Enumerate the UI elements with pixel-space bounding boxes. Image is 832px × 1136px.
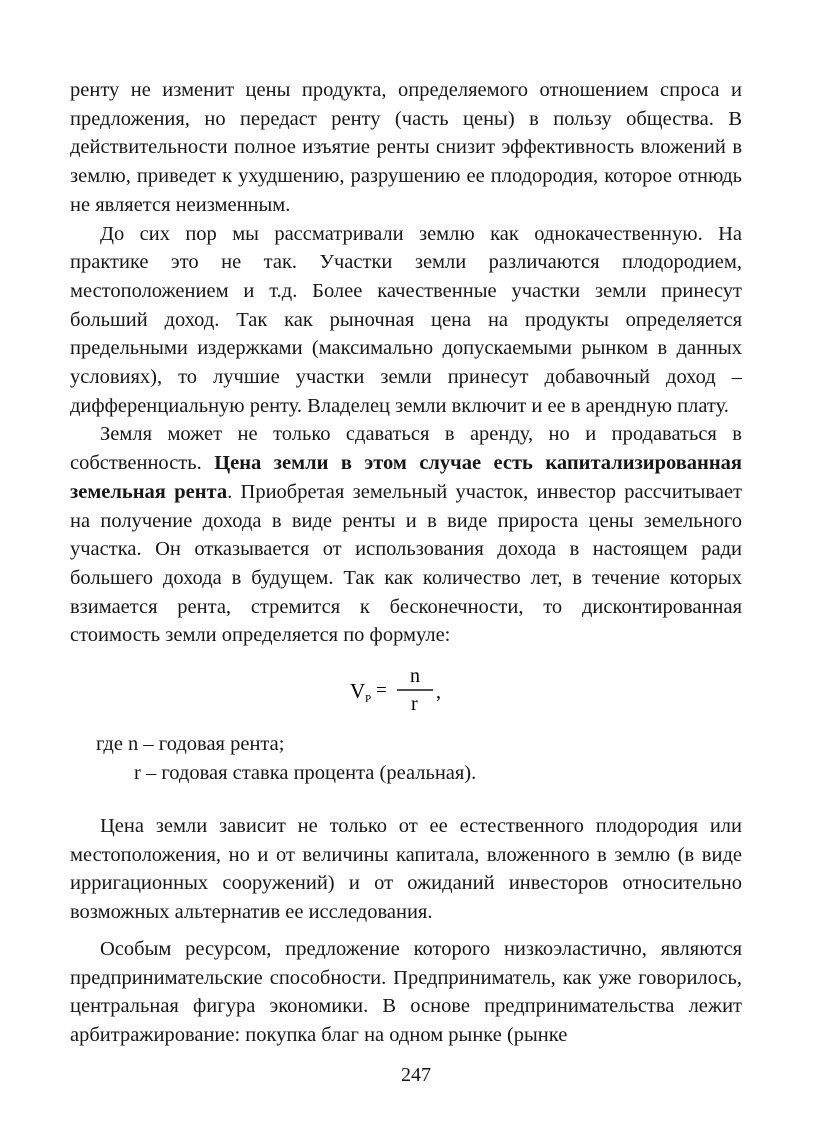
paragraph-3-bold-definition: Цена земли в этом случае есть капитализированная земельная рента xyxy=(70,452,742,503)
formula-numerator: n xyxy=(410,665,420,687)
text-upper xyxy=(70,76,742,650)
paragraph-3-rest: . Приобретая земельный участок, инвестор рассчитывает на получение дохода в виде ренты и в виде прироста цены земельного участка. Он отказывается от использования дохода в настоящем ради большего дохода в будущем. Так как количество лет, в течение которых взимается рента, стремится к бесконечности, то дисконтированная стоимость земли определяется по формуле: xyxy=(70,480,743,647)
paragraph-1: ренту не изменит цены продукта, определяемого отношением спроса и предложения, но передаст ренту (часть цены) в пользу общества. В действительности полное изъятие ренты снизит эффективность вложений в землю, приведет к ухудшению, разрушению ее плодородия, которое отнюдь не является неизменным. xyxy=(70,79,742,216)
paragraph-3-intro: Земля может не только сдаваться в аренду, но и продаваться в собственность. xyxy=(70,423,742,475)
formula-lhs-subscript: P xyxy=(365,693,372,705)
page-number: 247 xyxy=(401,1064,431,1086)
text-lower xyxy=(70,812,742,1050)
paragraph-5: Особым ресурсом, предложение которого низкоэластично, являются предпринимательские способности. Предприниматель, как уже говорилось, центральная фигура экономики. В основе предпринимательства лежит арбитражирование: покупка благ на одном рынке (рынке xyxy=(70,937,742,1046)
paragraph-3 xyxy=(70,420,742,650)
formula-lhs: V xyxy=(350,679,366,703)
paragraph-2: До сих пор мы рассматривали землю как однокачественную. На практике это не так. Участки земли различаются плодородием, местоположением и т.д. Более качественные участки земли принесут больший доход. Так как рыночная цена на продукты определяется предельными издержками (максимально допускаемыми рынком в данных условиях), то лучшие участки земли принесут добавочный доход – дифференциальную ренту. Владелец земли включит и ее в арендную плату. xyxy=(70,222,742,417)
legend-line-1: где n – годовая рента; xyxy=(96,733,285,755)
paragraph-4: Цена земли зависит не только от ее естественного плодородия или местоположения, но и от величины капитала, вложенного в землю (в виде ирригационных сооружений) и от ожиданий инвесторов относительно возможных альтернатив ее исследования. xyxy=(70,815,742,924)
formula-graphic xyxy=(348,664,448,714)
formula-denominator: r xyxy=(411,693,418,714)
formula-equals: = xyxy=(376,680,387,701)
formula-trailing-comma: , xyxy=(436,681,441,703)
formula-legend xyxy=(70,730,742,787)
formula-land-price xyxy=(348,664,448,718)
legend-line-2: r – годовая ставка процента (реальная). xyxy=(134,761,477,784)
